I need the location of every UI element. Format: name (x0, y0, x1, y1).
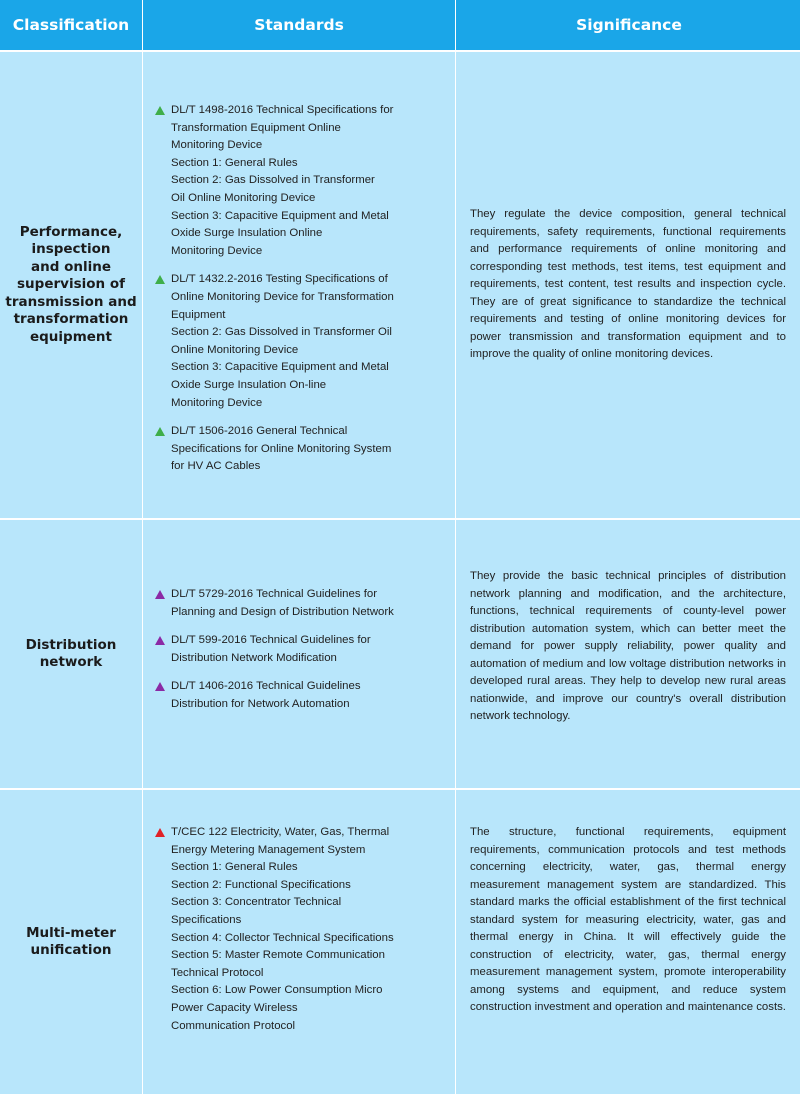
standard-title: DL/T 1432.2-2016 Testing Specifications of Online Monitoring Device for Transformation Equipment (171, 273, 394, 321)
classification-text: Distribution network (25, 636, 117, 670)
row-2-classification (0, 520, 142, 788)
significance-text: The structure, functional requirements, equipment requirements, communication protocols and test methods concerning electricity, water, gas, thermal energy measurement management system are standardized. This standard marks the official establishment of the first technical standard system for measuring electricity, water, gas and thermal energy in China. It will effectively guide the construction of electricity, water, gas, thermal energy measurement management system, promote interoperability among systems and equipment, and reduce system construction investment and operation and maintenance costs. (470, 826, 786, 1013)
significance-text: They provide the basic technical principles of distribution network planning and modification, and the architecture, functions, technical requirements of county-level power distribution automation system, which can better meet the demand for power supply reliability, power quality and automation of medium and low voltage distribution networks in developed rural areas. They help to develop new rural areas nationwide, and improve our country's overall distribution network technology. (470, 570, 786, 722)
standard-title: DL/T 5729-2016 Technical Guidelines for Planning and Design of Distribution Network (171, 588, 394, 618)
standard-title: DL/T 599-2016 Technical Guidelines for Distribution Network Modification (171, 634, 371, 664)
row-2-significance (456, 520, 800, 788)
green-triangle-icon (155, 275, 165, 284)
standard-section: Section 2: Functional Specifications (171, 878, 351, 891)
header-significance: Significance (456, 0, 800, 50)
header-standards: Standards (143, 0, 455, 50)
standard-section: Section 2: Gas Dissolved in Transformer Oil Online Monitoring Device (171, 326, 392, 356)
purple-triangle-icon (155, 590, 165, 599)
purple-triangle-icon (155, 636, 165, 645)
standard-title: DL/T 1506-2016 General Technical Specifications for Online Monitoring System for HV AC Cables (171, 425, 392, 473)
row-3-significance (456, 790, 800, 1094)
standard-item (171, 632, 451, 667)
standard-item (171, 271, 451, 412)
purple-triangle-icon (155, 682, 165, 691)
row-1-significance (456, 52, 800, 518)
standard-section: Section 3: Capacitive Equipment and Metal Oxide Surge Insulation Online Monitoring Device (171, 209, 389, 257)
red-triangle-icon (155, 828, 165, 837)
standard-title: DL/T 1498-2016 Technical Specifications for Transformation Equipment Online Monitoring Device (171, 104, 394, 152)
standard-section: Section 1: General Rules (171, 156, 298, 169)
standard-section: Section 5: Master Remote Communication Technical Protocol (171, 949, 385, 979)
classification-text: Performance, inspection and online supervision of transmission and transformation equipment (5, 223, 137, 345)
header-classification: Classification (0, 0, 142, 50)
standard-section: Section 1: General Rules (171, 861, 298, 874)
standard-title: DL/T 1406-2016 Technical Guidelines Distribution for Network Automation (171, 680, 361, 710)
row-1-standards (143, 52, 455, 518)
standard-section: Section 2: Gas Dissolved in Transformer Oil Online Monitoring Device (171, 174, 375, 204)
row-3-classification (0, 790, 142, 1094)
standard-section: Section 6: Low Power Consumption Micro Power Capacity Wireless Communication Protocol (171, 984, 383, 1032)
standard-section: Section 3: Concentrator Technical Specifications (171, 896, 342, 926)
green-triangle-icon (155, 106, 165, 115)
standard-item (171, 102, 451, 260)
row-1-classification (0, 52, 142, 518)
green-triangle-icon (155, 427, 165, 436)
standard-item (171, 678, 451, 713)
standard-item (171, 824, 451, 1035)
row-3-standards (143, 790, 455, 1094)
standard-title: T/CEC 122 Electricity, Water, Gas, Thermal Energy Metering Management System (171, 826, 390, 856)
significance-text: They regulate the device composition, general technical requirements, safety requirements, functional requirements and performance requirements of online monitoring and corresponding test methods, test items, test equipment and requirements, test content, test results and inspection cycle. They are of great significance to standardize the technical requirements and testing of online monitoring devices for power transmission and transformation equipment and to improve the quality of online monitoring devices. (470, 208, 786, 360)
standard-item (171, 586, 451, 621)
row-2-standards (143, 520, 455, 788)
standard-section: Section 3: Capacitive Equipment and Metal Oxide Surge Insulation On-line Monitoring Device (171, 361, 389, 409)
standard-item (171, 423, 451, 476)
standard-section: Section 4: Collector Technical Specifications (171, 931, 394, 944)
classification-text: Multi-meter unification (26, 924, 116, 958)
